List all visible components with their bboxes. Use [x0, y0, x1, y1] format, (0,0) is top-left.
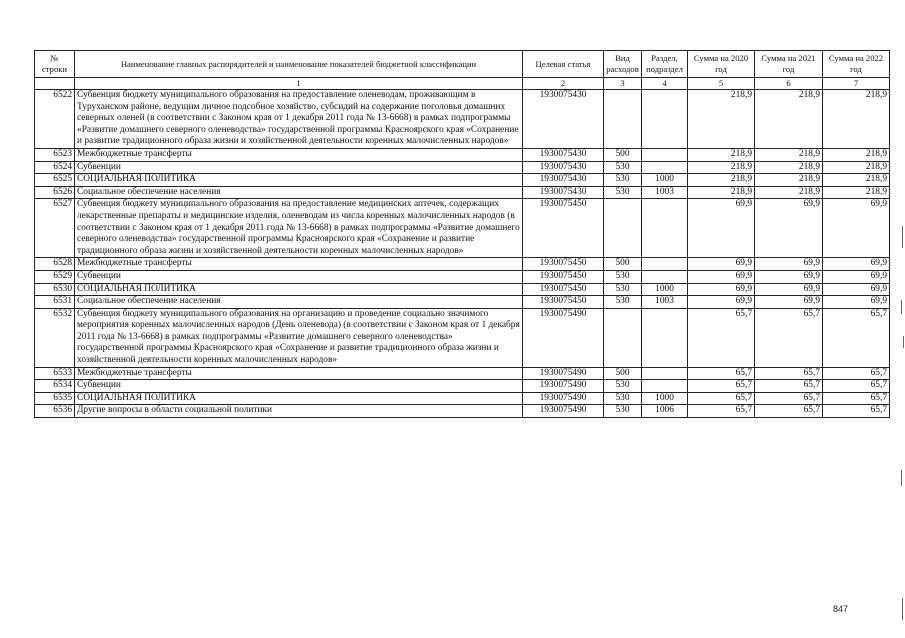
header-row	[35, 51, 890, 78]
header-sum-2022: Сумма на 2022 год	[823, 51, 890, 78]
row-sum-2022: 69,9	[823, 199, 890, 258]
row-expense-kind: 530	[604, 296, 642, 309]
row-name: Межбюджетные трансферты	[75, 258, 523, 271]
row-section: 1003	[642, 186, 688, 199]
table-row	[35, 283, 890, 296]
column-number: 6	[755, 78, 823, 90]
row-name: Субвенции	[75, 380, 523, 393]
row-expense-kind	[604, 199, 642, 258]
row-sum-2020: 69,9	[688, 283, 755, 296]
column-number-row	[35, 78, 890, 90]
row-section	[642, 148, 688, 161]
row-section: 1000	[642, 392, 688, 405]
header-kind: Вид расходов	[604, 51, 642, 78]
row-target-code: 1930075430	[523, 148, 604, 161]
table-row	[35, 392, 890, 405]
row-expense-kind	[604, 308, 642, 367]
row-sum-2022: 218,9	[823, 186, 890, 199]
row-sum-2021: 218,9	[755, 174, 823, 187]
row-section	[642, 367, 688, 380]
header-sum-2020: Сумма на 2020 год	[688, 51, 755, 78]
row-number: 6530	[35, 283, 75, 296]
row-sum-2020: 218,9	[688, 148, 755, 161]
row-number: 6525	[35, 174, 75, 187]
row-target-code: 1930075430	[523, 186, 604, 199]
row-sum-2020: 65,7	[688, 367, 755, 380]
budget-table	[34, 50, 890, 418]
row-sum-2021: 69,9	[755, 270, 823, 283]
row-sum-2021: 65,7	[755, 392, 823, 405]
row-sum-2022: 65,7	[823, 405, 890, 418]
row-sum-2021: 218,9	[755, 90, 823, 149]
scan-edge-mark	[901, 300, 902, 314]
table-row	[35, 161, 890, 174]
table-row	[35, 148, 890, 161]
row-sum-2022: 65,7	[823, 392, 890, 405]
row-expense-kind: 500	[604, 258, 642, 271]
row-name: Субвенции	[75, 161, 523, 174]
row-expense-kind: 530	[604, 174, 642, 187]
column-number: 5	[688, 78, 755, 90]
row-name: СОЦИАЛЬНАЯ ПОЛИТИКА	[75, 392, 523, 405]
table-row	[35, 380, 890, 393]
row-sum-2022: 218,9	[823, 174, 890, 187]
row-sum-2022: 69,9	[823, 296, 890, 309]
row-number: 6536	[35, 405, 75, 418]
row-sum-2021: 69,9	[755, 296, 823, 309]
scan-edge-mark	[902, 226, 903, 248]
page-number: 847	[833, 604, 849, 614]
scan-edge-mark	[902, 598, 903, 620]
header-row-no: № строки	[35, 51, 75, 78]
row-section	[642, 199, 688, 258]
column-number: 7	[823, 78, 890, 90]
row-sum-2020: 65,7	[688, 392, 755, 405]
row-section	[642, 308, 688, 367]
row-target-code: 1930075430	[523, 90, 604, 149]
row-name: Социальное обеспечение населения	[75, 296, 523, 309]
row-sum-2020: 218,9	[688, 90, 755, 149]
table-row	[35, 90, 890, 149]
row-expense-kind: 500	[604, 148, 642, 161]
row-sum-2021: 65,7	[755, 308, 823, 367]
row-name: Другие вопросы в области социальной политики	[75, 405, 523, 418]
row-target-code: 1930075490	[523, 367, 604, 380]
row-sum-2020: 218,9	[688, 161, 755, 174]
row-sum-2020: 69,9	[688, 199, 755, 258]
row-sum-2022: 65,7	[823, 367, 890, 380]
column-number: 3	[604, 78, 642, 90]
table-row	[35, 405, 890, 418]
row-number: 6523	[35, 148, 75, 161]
row-name: Межбюджетные трансферты	[75, 367, 523, 380]
scan-edge-mark	[903, 336, 904, 348]
row-sum-2021: 218,9	[755, 186, 823, 199]
row-expense-kind: 500	[604, 367, 642, 380]
table-row	[35, 270, 890, 283]
row-target-code: 1930075490	[523, 392, 604, 405]
row-expense-kind: 530	[604, 283, 642, 296]
table-row	[35, 174, 890, 187]
row-target-code: 1930075450	[523, 199, 604, 258]
row-sum-2020: 218,9	[688, 186, 755, 199]
column-number: 2	[523, 78, 604, 90]
column-number: 1	[75, 78, 523, 90]
row-sum-2021: 69,9	[755, 258, 823, 271]
row-section: 1006	[642, 405, 688, 418]
row-number: 6534	[35, 380, 75, 393]
header-target: Целевая статья	[523, 51, 604, 78]
row-sum-2022: 218,9	[823, 90, 890, 149]
row-sum-2021: 65,7	[755, 380, 823, 393]
row-sum-2021: 69,9	[755, 199, 823, 258]
table-row	[35, 296, 890, 309]
row-sum-2021: 69,9	[755, 283, 823, 296]
row-sum-2020: 218,9	[688, 174, 755, 187]
row-name: Субвенция бюджету муниципального образования на предоставление медицинских аптечек, содержащих лекарственные препараты и медицинские изделия, оленеводам из числа коренных малочисленных народов (в соответствии с Законом края от 1 декабря 2011 года № 13-6668) в рамках подпрограммы «Развитие домашнего северного оленеводства» государственной программы Красноярского края «Сохранение и развитие традиционного образа жизни и хозяйственной деятельности коренных малочисленных народов»	[75, 199, 523, 258]
row-number: 6533	[35, 367, 75, 380]
row-target-code: 1930075430	[523, 161, 604, 174]
scan-edge-mark	[901, 470, 902, 486]
row-section	[642, 90, 688, 149]
row-expense-kind	[604, 90, 642, 149]
row-number: 6526	[35, 186, 75, 199]
row-sum-2020: 65,7	[688, 380, 755, 393]
row-target-code: 1930075450	[523, 258, 604, 271]
row-sum-2022: 69,9	[823, 283, 890, 296]
row-sum-2021: 218,9	[755, 148, 823, 161]
row-sum-2022: 65,7	[823, 308, 890, 367]
header-section: Раздел, подраздел	[642, 51, 688, 78]
table-body	[35, 90, 890, 418]
row-name: СОЦИАЛЬНАЯ ПОЛИТИКА	[75, 174, 523, 187]
header-sum-2021: Сумма на 2021 год	[755, 51, 823, 78]
row-sum-2020: 69,9	[688, 270, 755, 283]
row-sum-2021: 218,9	[755, 161, 823, 174]
row-sum-2020: 65,7	[688, 405, 755, 418]
row-sum-2022: 218,9	[823, 161, 890, 174]
header-name: Наименование главных распорядителей и наименование показателей бюджетной классификации	[75, 51, 523, 78]
row-number: 6527	[35, 199, 75, 258]
row-sum-2022: 69,9	[823, 258, 890, 271]
row-name: Субвенции	[75, 270, 523, 283]
table-row	[35, 258, 890, 271]
row-target-code: 1930075490	[523, 405, 604, 418]
row-sum-2021: 65,7	[755, 367, 823, 380]
row-sum-2020: 65,7	[688, 308, 755, 367]
row-section: 1000	[642, 283, 688, 296]
row-sum-2022: 65,7	[823, 380, 890, 393]
row-sum-2020: 69,9	[688, 258, 755, 271]
row-section	[642, 161, 688, 174]
row-expense-kind: 530	[604, 392, 642, 405]
row-number: 6535	[35, 392, 75, 405]
row-section: 1003	[642, 296, 688, 309]
table-row	[35, 186, 890, 199]
row-target-code: 1930075450	[523, 283, 604, 296]
row-section	[642, 380, 688, 393]
row-target-code: 1930075450	[523, 296, 604, 309]
row-name: Субвенция бюджету муниципального образования на организацию и проведение социально значимого мероприятия коренных малочисленных народов (День оленевода) (в соответствии с Законом края от 1 декабря 2011 года № 13-6668) в рамках подпрограммы «Развитие домашнего северного оленеводства» государственной программы Красноярского края «Сохранение и развитие традиционного образа жизни и хозяйственной деятельности коренных малочисленных народов»	[75, 308, 523, 367]
row-number: 6529	[35, 270, 75, 283]
row-expense-kind: 530	[604, 270, 642, 283]
row-expense-kind: 530	[604, 405, 642, 418]
row-sum-2022: 218,9	[823, 148, 890, 161]
row-name: СОЦИАЛЬНАЯ ПОЛИТИКА	[75, 283, 523, 296]
row-sum-2022: 69,9	[823, 270, 890, 283]
row-section	[642, 270, 688, 283]
row-number: 6532	[35, 308, 75, 367]
row-target-code: 1930075490	[523, 380, 604, 393]
row-number: 6524	[35, 161, 75, 174]
row-target-code: 1930075430	[523, 174, 604, 187]
row-section	[642, 258, 688, 271]
row-section: 1000	[642, 174, 688, 187]
column-number: 4	[642, 78, 688, 90]
table-row	[35, 308, 890, 367]
row-name: Субвенция бюджету муниципального образования на предоставление оленеводам, проживающим в Туруханском районе, ведущим личное подсобное хозяйство, субсидий на содержание поголовья домашних северных оленей (в соответствии с Законом края от 1 декабря 2011 года № 13-6668) в рамках подпрограммы «Развитие домашнего северного оленеводства» государственной программы Красноярского края «Сохранение и развитие традиционного образа жизни и хозяйственной деятельности коренных малочисленных народов»	[75, 90, 523, 149]
row-target-code: 1930075490	[523, 308, 604, 367]
row-sum-2021: 65,7	[755, 405, 823, 418]
row-number: 6522	[35, 90, 75, 149]
row-sum-2020: 69,9	[688, 296, 755, 309]
row-expense-kind: 530	[604, 380, 642, 393]
row-target-code: 1930075450	[523, 270, 604, 283]
table-row	[35, 367, 890, 380]
column-number	[35, 78, 75, 90]
row-name: Межбюджетные трансферты	[75, 148, 523, 161]
row-expense-kind: 530	[604, 186, 642, 199]
row-number: 6528	[35, 258, 75, 271]
row-expense-kind: 530	[604, 161, 642, 174]
table-row	[35, 199, 890, 258]
row-name: Социальное обеспечение населения	[75, 186, 523, 199]
row-number: 6531	[35, 296, 75, 309]
